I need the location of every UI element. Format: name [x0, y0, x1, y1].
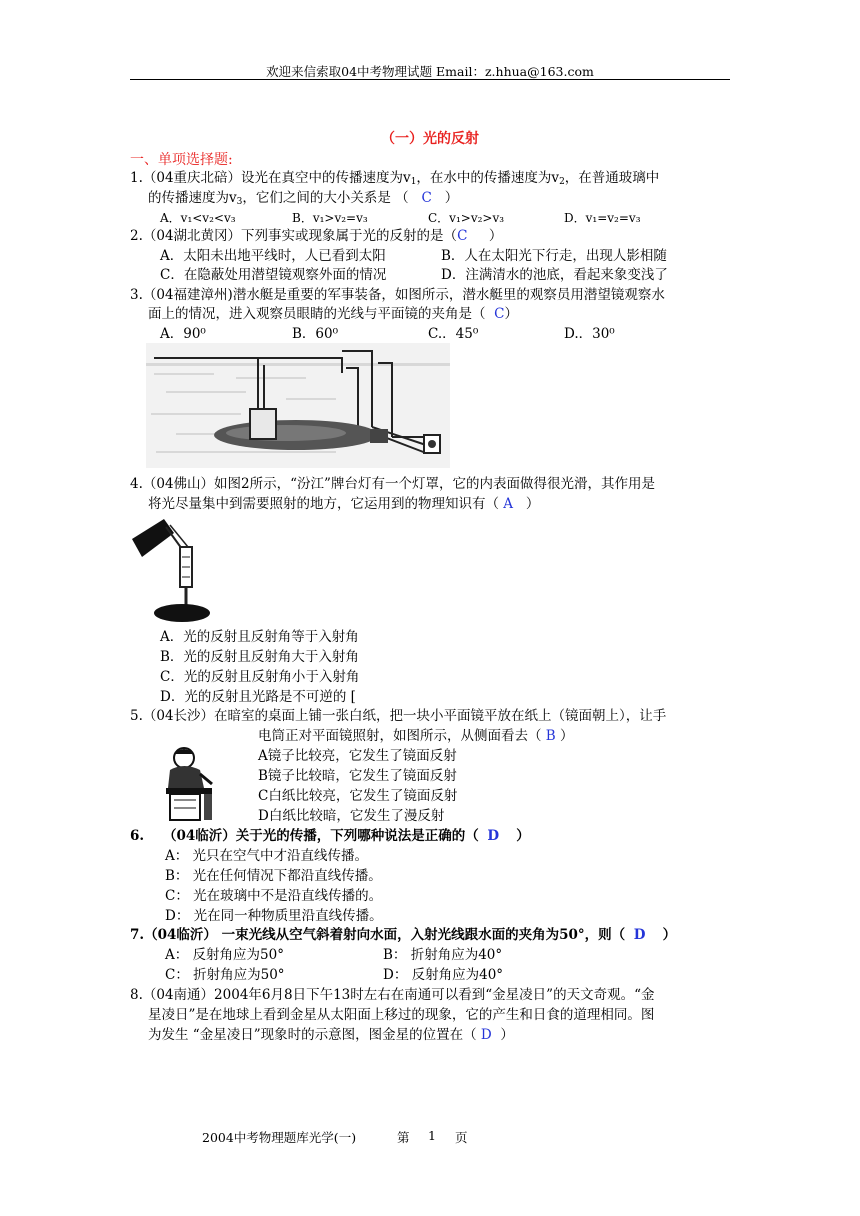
q4-line1: 4.（04佛山）如图2所示，“汾江”牌台灯有一个灯罩，它的内表面做得很光滑，其作用是: [130, 476, 655, 492]
q5-option-a: A镜子比较亮，它发生了镜面反射: [258, 748, 457, 764]
q6-option-a: A： 光只在空气中才沿直线传播。: [165, 848, 369, 864]
q1-option-b: B．v₁>v₂=v₃: [292, 211, 368, 225]
q8-line2: 星凌日”是在地球上看到金星从太阳面上移过的现象，它的产生和日食的道理相同。图: [148, 1007, 655, 1023]
q5-option-d: D白纸比较暗，它发生了漫反射: [258, 808, 445, 824]
q2-line1: 2.（04湖北黄冈）下列事实或现象属于光的反射的是（C ）: [130, 228, 503, 244]
q5-line1: 5.（04长沙）在暗室的桌面上铺一张白纸，把一块小平面镜平放在纸上（镜面朝上），让手: [130, 708, 667, 724]
footer-page-number: 1: [428, 1128, 436, 1143]
submarine-periscope-figure: [146, 343, 450, 468]
q4-option-b: B．光的反射且反射角大于入射角: [160, 649, 359, 665]
q6-option-b: B： 光在任何情况下都沿直线传播。: [165, 868, 382, 884]
q1-option-c: C．v₁>v₂>v₃: [428, 211, 505, 225]
section-title: （一）光的反射: [381, 131, 479, 147]
q1-line2: 的传播速度为$v_3$，它们之间的大小关系是 （ C ）: [148, 190, 459, 207]
q5-option-c: C白纸比较亮，它发生了镜面反射: [258, 788, 458, 804]
footer-page-suffix: 页: [455, 1130, 468, 1145]
q3-answer: C: [494, 306, 505, 322]
q3-option-d: D.．30⁰: [564, 326, 615, 342]
q6-answer: D: [487, 828, 500, 844]
footer-title: 2004中考物理题库光学(一): [202, 1130, 357, 1145]
q7-option-a: A： 反射角应为50°: [165, 947, 284, 963]
q3-option-a: A．90⁰: [160, 326, 206, 342]
section-heading: 一、单项选择题:: [130, 152, 233, 168]
q6-option-d: D： 光在同一种物质里沿直线传播。: [165, 908, 383, 924]
q7-answer: D: [633, 927, 646, 943]
q2-answer: C: [457, 228, 468, 244]
q5-option-b: B镜子比较暗，它发生了镜面反射: [258, 768, 457, 784]
q6-number: 6.: [130, 828, 145, 844]
q7-question: 7.（04临沂） 一束光线从空气斜着射向水面，入射光线跟水面的夹角为50°，则（ D ）: [130, 927, 677, 943]
q1-option-a: A．v₁<v₂<v₃: [160, 211, 236, 225]
q4-answer: A: [503, 496, 514, 512]
q7-option-c: C： 折射角应为50°: [165, 967, 285, 983]
desk-lamp-figure: [130, 517, 212, 625]
q2-option-a: A．太阳未出地平线时，人已看到太阳: [160, 248, 386, 264]
flashlight-experiment-figure: [160, 744, 218, 822]
q8-answer: D: [480, 1027, 492, 1043]
q6-question: （04临沂）关于光的传播，下列哪种说法是正确的（ D ）: [163, 828, 530, 844]
q7-option-b: B： 折射角应为40°: [383, 947, 503, 963]
q3-line2: 面上的情况，进入观察员眼睛的光线与平面镜的夹角是（ C）: [148, 306, 518, 322]
q1-answer: C: [421, 190, 432, 206]
q2-option-c: C．在隐蔽处用潜望镜观察外面的情况: [160, 267, 387, 283]
q5-answer: B: [545, 728, 556, 744]
q6-option-c: C： 光在玻璃中不是沿直线传播的。: [165, 888, 383, 904]
q4-option-a: A．光的反射且反射角等于入射角: [160, 629, 359, 645]
page-header: 欢迎来信索取04中考物理试题 Email：z.hhua@163.com: [266, 64, 594, 79]
q7-option-d: D： 反射角应为40°: [383, 967, 504, 983]
q3-option-b: B．60⁰: [292, 326, 339, 342]
header-divider: [130, 79, 730, 80]
q1-line1: 1.（04重庆北碚）设光在真空中的传播速度为$v_1$，在水中的传播速度为$v_2$，在普通玻璃中: [130, 170, 660, 187]
q8-line3: 为发生 “金星凌日”现象时的示意图，图金星的位置在（ D ）: [148, 1027, 514, 1043]
q8-line1: 8.（04南通）2004年6月8日下午13时左右在南通可以看到“金星凌日”的天文奇观。“金: [130, 987, 655, 1003]
q3-option-c: C.．45⁰: [428, 326, 479, 342]
q3-line1: 3.（04福建漳州)潜水艇是重要的军事装备，如图所示，潜水艇里的观察员用潜望镜观察水: [130, 287, 665, 303]
q4-option-c: C．光的反射且反射角小于入射角: [160, 669, 360, 685]
q1-option-d: D．v₁=v₂=v₃: [564, 211, 641, 225]
q2-option-d: D．注满清水的池底，看起来象变浅了: [441, 267, 668, 283]
q4-line2: 将光尽量集中到需要照射的地方，它运用到的物理知识有（ A ）: [148, 496, 540, 512]
q2-option-b: B．人在太阳光下行走，出现人影相随: [441, 248, 667, 264]
footer-page-label: 第: [397, 1130, 410, 1145]
q4-option-d: D．光的反射且光路是不可逆的 [: [160, 689, 356, 705]
q5-line2: 电筒正对平面镜照射，如图所示，从侧面看去（ B ）: [258, 728, 574, 744]
